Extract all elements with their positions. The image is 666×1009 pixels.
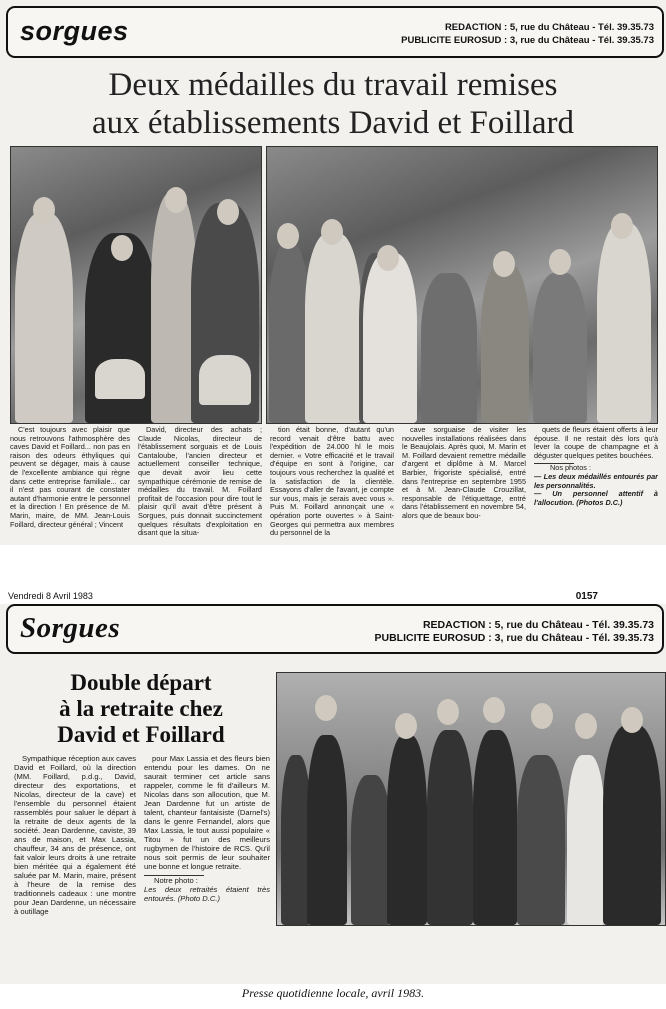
headline-2: [10, 670, 272, 748]
photo-medailles: [10, 146, 262, 424]
publicite-line: PUBLICITE EUROSUD : 3, rue du Château - Tél. 39.35.73: [401, 35, 654, 46]
headline-line-2: aux établissements David et Foillard: [91, 105, 575, 141]
publicite-line-2: PUBLICITE EUROSUD : 3, rue du Château - Tél. 39.35.73: [374, 632, 654, 644]
photo-note-2: — Un personnel attentif à l'allocution. (Photos D.C.): [534, 489, 658, 507]
page-number: 0157: [575, 591, 598, 602]
article1-column-1: C'est toujours avec plaisir que nous retrouvons l'athmosphère des caves David et Foillard... non pas en raison des odeurs éthyliques qui peuvent se dégager, mais à cause de l'excellente ambiance qui règne dans cette entreprise familiale... car il n'est pas courant de constater autant d'harmonie entre le personnel et la direction ! En présence de M. Marin, maire, de MM. Jean-Louis Foillard, directeur général ; Vincent: [10, 426, 130, 529]
photo-personnel: [266, 146, 658, 424]
redaction-line: REDACTION : 5, rue du Château - Tél. 39.35.73: [444, 22, 654, 33]
article2-column-2: pour Max Lassia et des fleurs bien entendu pour les dames. On ne saurait terminer cet article sans rappeler, comme le fit d'ailleurs M. Nicolas dans son allocution, que M. Jean Dardenne fut un artiste de talent, chanteur fantaisiste (Darnel's) dans le genre Fernandel, alors que Max Lassia, le tout aussi populaire « Titou » fut un des meilleurs rugbymen de l'histoire de RCS. Qu'il nous soit permis de leur souhaiter une bonne et longue retraite. Notre photo : Les deux retraités étaient très entourés. (Photo D.C.): [144, 754, 270, 903]
photo-note-1: — Les deux médaillés entourés par les personnalités.: [534, 471, 658, 490]
masthead-address: [401, 21, 654, 47]
article1-column-4: cave sorguaise de visiter les nouvelles installations réalisées dans le Beaujolais. Après quoi, M. Marin et M. Foillard devaient remettre médaille d'argent et diplôme à M. Marcel Barbier, frigoriste spécialisé, entré dans l'entreprise en septembre 1955 et à M. Jean-Claude Crouzillat, responsable de l'étiquettage, entré dans l'établissement en novembre 54, alors que de beaux bou-: [402, 426, 526, 520]
headline-2-line-1: Double départ: [70, 670, 212, 695]
headline-2-line-2: à la retraite chez: [59, 696, 223, 721]
clipping-retraite: [0, 604, 666, 984]
masthead-address-2: [375, 619, 654, 645]
article1-column-5: quets de fleurs étaient offerts à leur épouse. Il ne restait dès lors qu'à lever la coupe de champagne et à déguster quelques petites bouchées. Nos photos : — Les deux médaillés entourés par les personnalités. — Un personnel attentif à l'allocution. (Photos D.C.): [534, 426, 658, 507]
headline-2-line-3: David et Foillard: [57, 722, 225, 747]
article2-column-1: Sympathique réception aux caves David et Foillard, où la direction (MM. Foillard, p.d.g., David, directeur des exportations, et Nicolas, directeur de la cave) et l'ensemble du personnel étaient rassemblés pour saluer le départ à la retraite de deux agents de la société. Jean Dardenne, caviste, 39 ans de maison, et Max Lassia, chauffeur, 34 ans de présence, ont fait valoir leurs droits à une retraite bien méritée qui a également été saluée par M. Marin, maire, présent à l'heure de la remise des traditionnels cadeaux : une montre pour Jean Dardenne, un nécessaire à outillage: [14, 754, 136, 916]
newspaper-logo-2: Sorgues: [20, 612, 121, 644]
dateline: [8, 591, 658, 601]
redaction-line-2: REDACTION : 5, rue du Château - Tél. 39.35.73: [422, 619, 654, 631]
photo-note-2-text: Les deux retraités étaient très entourés. (Photo D.C.): [144, 885, 270, 903]
article1-column-3: tion était bonne, d'autant qu'un record venait d'être battu avec l'expédition de 24.000 hl le mois dernier. « Votre efficacité et le travail d'équipe en sont à l'origine, car toujours vous recherchez la qualité et la satisfaction de la clientèle. Essayons d'aller de l'avant, je compte sur vous, mais je serais avec vous ». Puis M. Foillard annonçait une « opération porte ouvertes » à Saint-Georges qui permettra aux membres du personnel de la: [270, 426, 394, 538]
photo-note-label: Nos photos :: [550, 463, 591, 473]
publication-date: Vendredi 8 Avril 1983: [8, 591, 93, 601]
caption: Presse quotidienne locale, avril 1983.: [241, 986, 425, 1000]
newspaper-logo: sorgues: [20, 16, 129, 46]
masthead: [6, 6, 664, 58]
article1-column-2: David, directeur des achats ; Claude Nicolas, directeur de l'établissement sorguais et de Louis Cantaloube, l'ancien directeur et actuellement conseiller technique, que devait avoir lieu cette sympathique cérémonie de remise de médailles du travail. M. Foillard profitait de l'occasion pour dire tout le plaisir qu'il avait d'être présent à Sorgues, puis donnait succinctement quelques résultats d'exploitation en disant que la situa-: [138, 426, 262, 538]
photo-note-label-2: Notre photo :: [154, 876, 198, 885]
headline-line-1: Deux médailles du travail remises: [108, 67, 558, 103]
headline: [0, 66, 666, 142]
masthead-2: [6, 604, 664, 654]
photo-retraite: [276, 672, 666, 926]
